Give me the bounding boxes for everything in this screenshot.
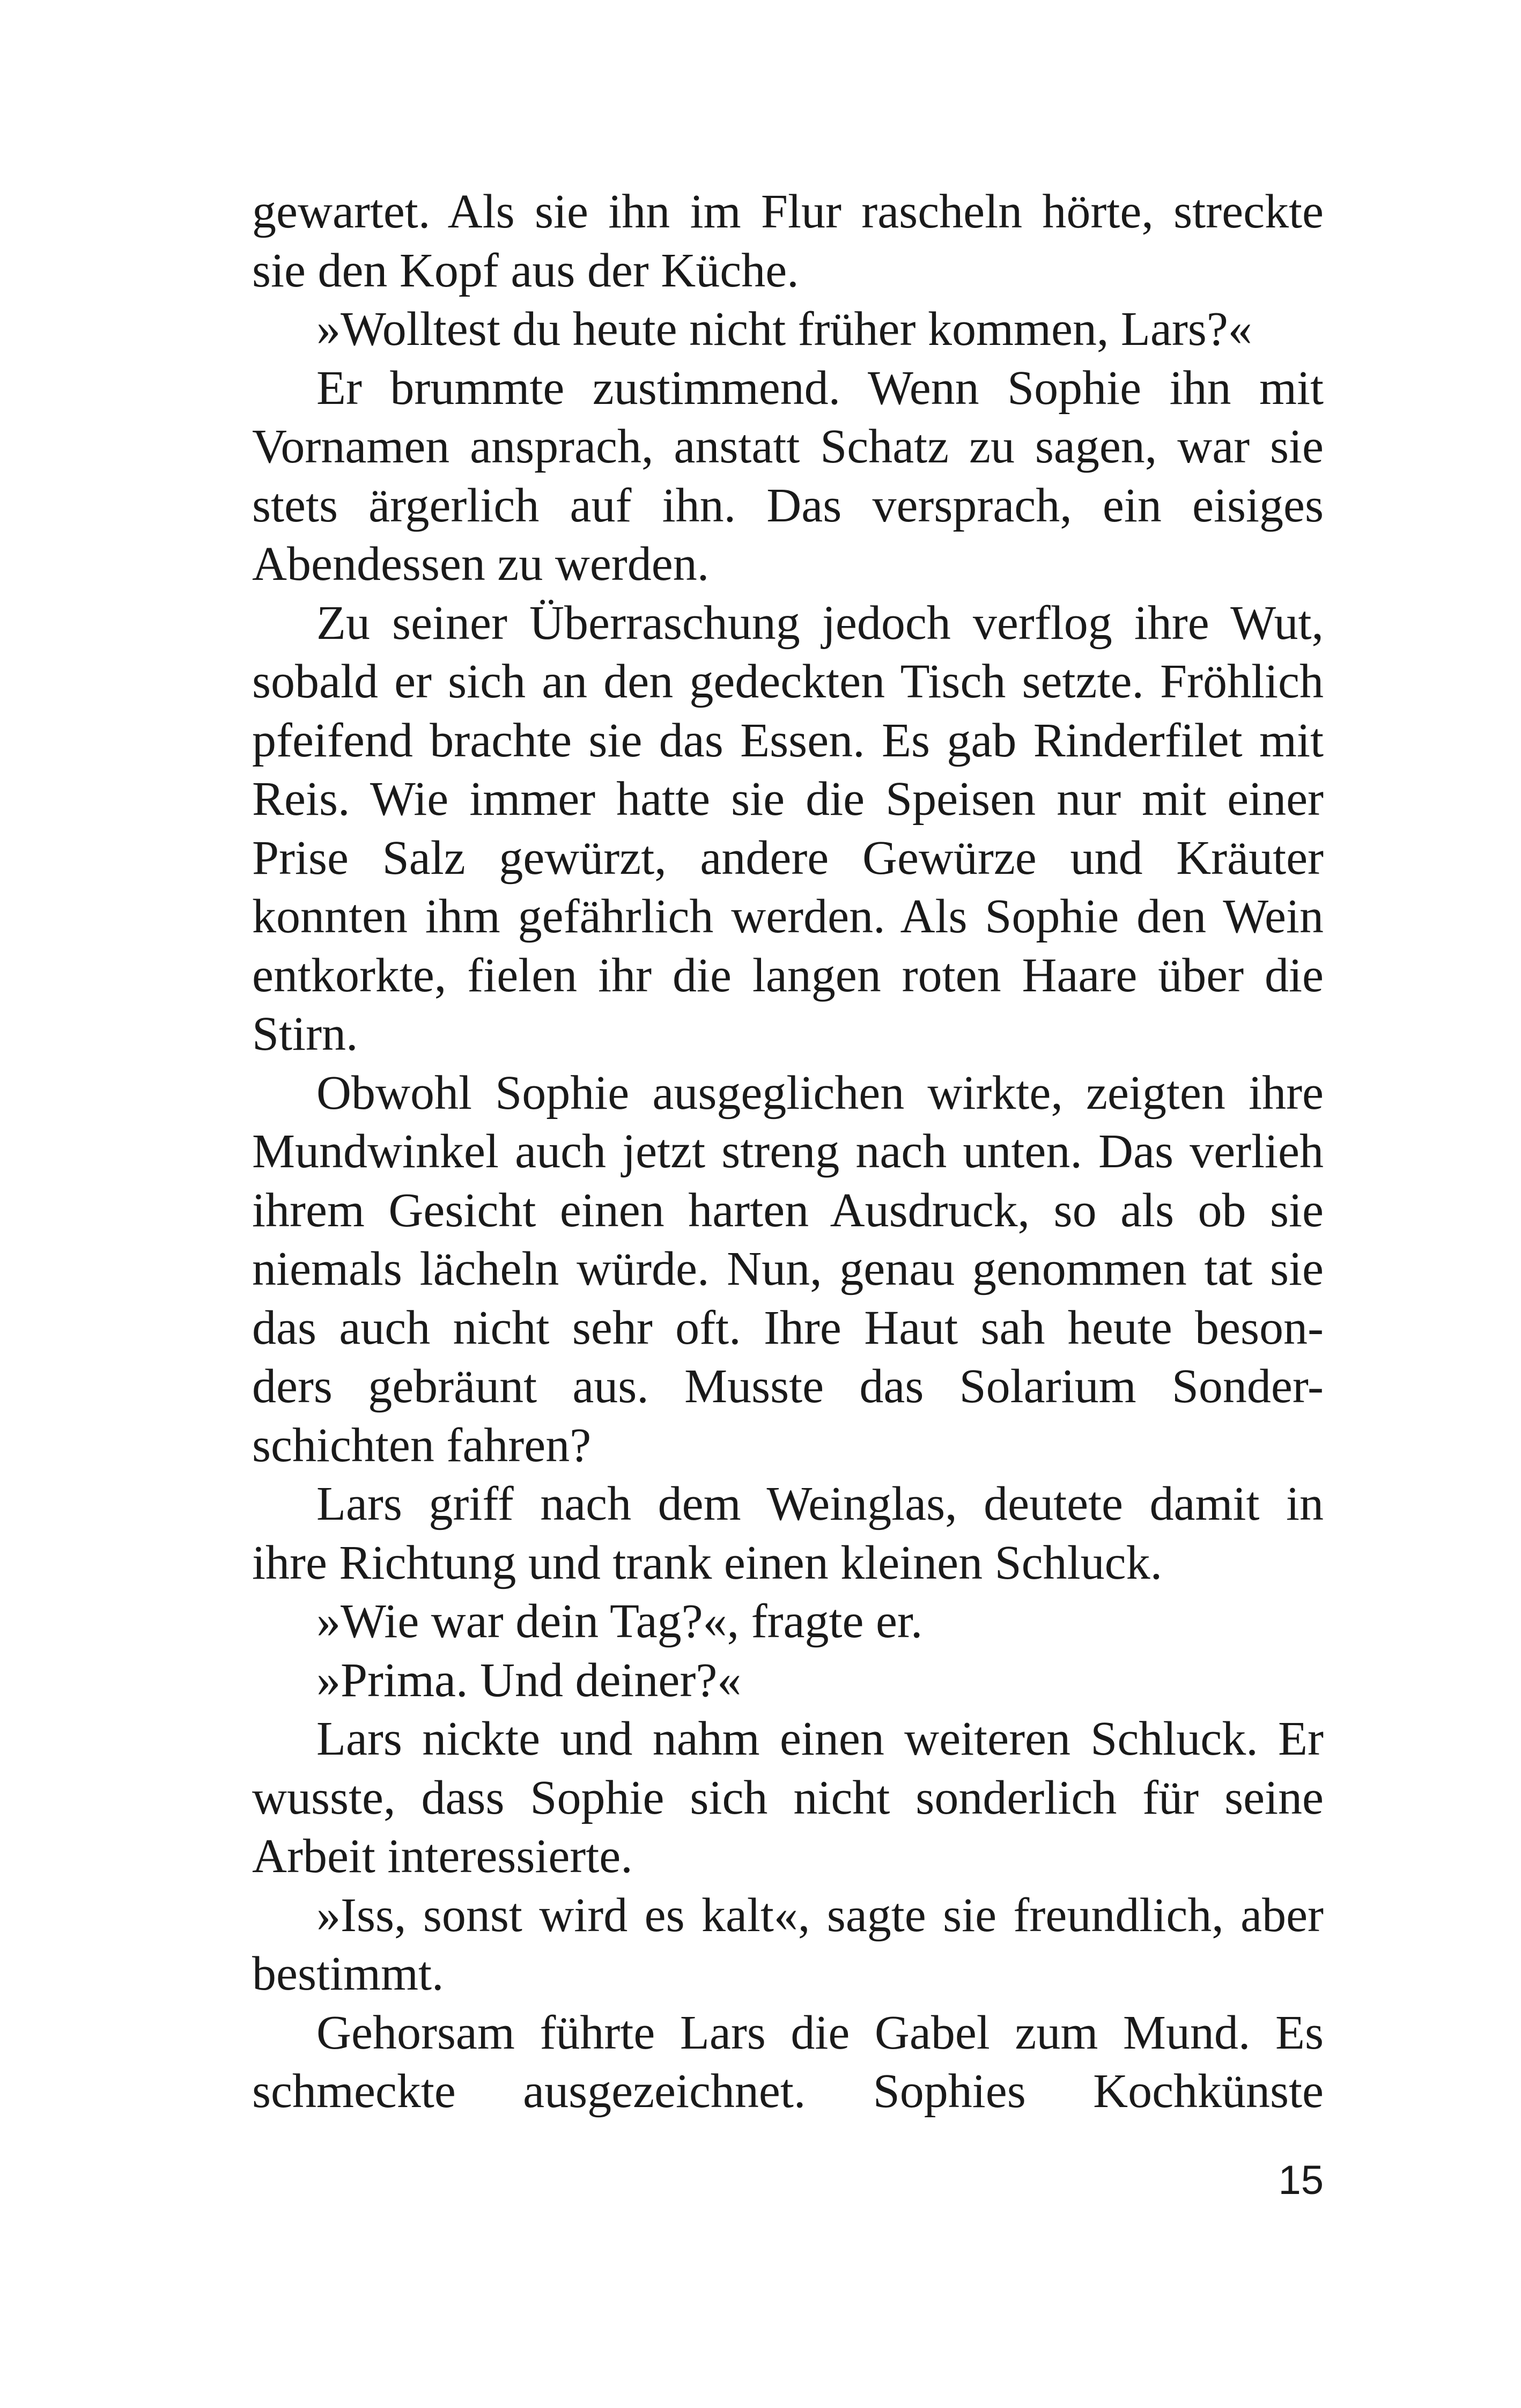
text-line: ders gebräunt aus. Musste das Solarium Sonder- xyxy=(252,1360,1324,1413)
text-line: bestimmt. xyxy=(252,1947,444,2000)
text-line: pfeifend brachte sie das Essen. Es gab Rinderfilet mit xyxy=(252,713,1324,767)
text-line: entkorkte, fielen ihr die langen roten Haare über die xyxy=(252,948,1324,1002)
text-line: Obwohl Sophie ausgeglichen wirkte, zeigten ihre xyxy=(316,1066,1324,1120)
text-line: Vornamen ansprach, anstatt Schatz zu sagen, war sie xyxy=(252,420,1324,473)
text-line: niemals lächeln würde. Nun, genau genommen tat sie xyxy=(252,1242,1324,1295)
page-number: 15 xyxy=(1278,2157,1324,2203)
text-line: schichten fahren? xyxy=(252,1418,592,1472)
text-line: »Wolltest du heute nicht früher kommen, Lars?« xyxy=(316,303,1252,356)
text-line: Lars nickte und nahm einen weiteren Schluck. Er xyxy=(316,1712,1324,1765)
text-line: Stirn. xyxy=(252,1007,358,1061)
text-line: Gehorsam führte Lars die Gabel zum Mund. Es xyxy=(316,2006,1324,2059)
text-line: schmeckte ausgezeichnet. Sophies Kochkünste xyxy=(252,2065,1324,2118)
text-line: ihre Richtung und trank einen kleinen Schluck. xyxy=(252,1536,1163,1589)
text-line: konnten ihm gefährlich werden. Als Sophie den Wein xyxy=(252,890,1324,943)
text-line: Zu seiner Überraschung jedoch verflog ihre Wut, xyxy=(316,596,1324,650)
text-line: »Iss, sonst wird es kalt«, sagte sie freundlich, aber xyxy=(316,1888,1324,1942)
text-line: stets ärgerlich auf ihn. Das versprach, ein eisiges xyxy=(252,478,1324,532)
text-line: Prise Salz gewürzt, andere Gewürze und Kräuter xyxy=(252,831,1324,885)
text-line: »Wie war dein Tag?«, fragte er. xyxy=(316,1595,923,1648)
text-line: Abendessen zu werden. xyxy=(252,537,710,591)
body-text xyxy=(252,182,1324,2121)
text-line: Lars griff nach dem Weinglas, deutete damit in xyxy=(316,1477,1324,1530)
text-line: sie den Kopf aus der Küche. xyxy=(252,244,799,297)
text-line: Reis. Wie immer hatte sie die Speisen nur mit einer xyxy=(252,772,1324,826)
text-line: gewartet. Als sie ihn im Flur rascheln hörte, streckte xyxy=(252,185,1324,238)
text-line: wusste, dass Sophie sich nicht sonderlich für seine xyxy=(252,1771,1324,1824)
text-line: ihrem Gesicht einen harten Ausdruck, so als ob sie xyxy=(252,1183,1324,1237)
text-line: Arbeit interessierte. xyxy=(252,1830,633,1883)
text-line: sobald er sich an den gedeckten Tisch setzte. Fröhlich xyxy=(252,655,1324,708)
text-line: Er brummte zustimmend. Wenn Sophie ihn mit xyxy=(316,361,1324,415)
text-line: »Prima. Und deiner?« xyxy=(316,1653,742,1707)
text-line: das auch nicht sehr oft. Ihre Haut sah heute beson- xyxy=(252,1301,1324,1354)
text-line: Mundwinkel auch jetzt streng nach unten. Das verlieh xyxy=(252,1125,1324,1178)
